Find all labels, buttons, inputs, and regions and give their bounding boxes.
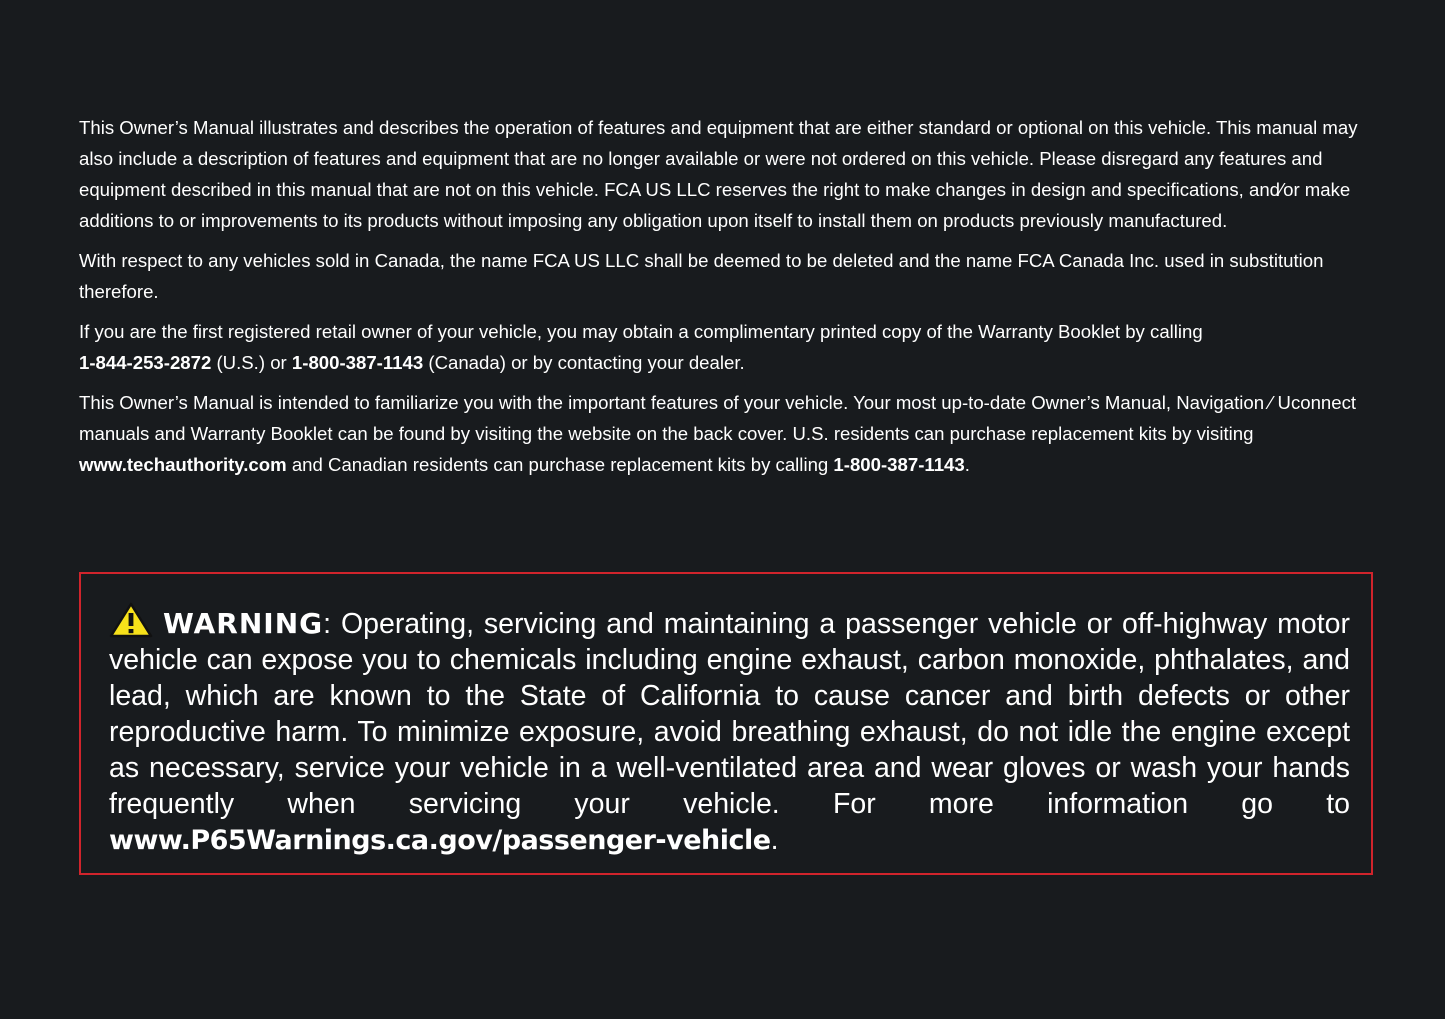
intro-paragraph-1: This Owner’s Manual illustrates and describes the operation of features and equipment that are either standard or optional on this vehicle. This manual may also include a description of features and equipment that are no longer available or were not ordered on this vehicle. Please disregard any features and equipment described in this manual that are not on this vehicle. FCA US LLC reserves the right to make changes in design and specifications, and⁄or make additions to or improvements to its products without imposing any obligation upon itself to install them on products previously manufactured. [79, 117, 1358, 231]
intro-paragraph-4-mid: and Canadian residents can purchase replacement kits by calling [286, 454, 834, 475]
intro-paragraph-3 [79, 316, 1379, 378]
warning-triangle-icon [109, 602, 153, 638]
phone-canada-kits: 1-800-387-1143 [833, 454, 965, 475]
prop65-warning-box [79, 572, 1373, 875]
intro-paragraph-3-mid: (U.S.) or [211, 352, 292, 373]
intro-paragraph-4 [79, 387, 1379, 480]
intro-paragraph-3-end: (Canada) or by contacting your dealer. [423, 352, 745, 373]
warning-end: . [770, 824, 779, 856]
intro-paragraph-4-text: This Owner’s Manual is intended to familiarize you with the important features of your vehicle. Your most up-to-date Owner’s Manual, Navigation ⁄ Uconnect manuals and Warranty Booklet can be found by visiting the website on the back cover. U.S. residents can purchase replacement kits by visiting [79, 392, 1357, 444]
phone-us: 1-844-253-2872 [79, 352, 212, 373]
warning-body: : Operating, servicing and maintaining a passenger vehicle or off-highway motor vehicle can expose you to chemicals including engine exhaust, carbon monoxide, phthalates, and lead, which are known to the State of California to cause cancer and birth defects or other reproductive harm. To minimize exposure, avoid breathing exhaust, do not idle the engine except as necessary, service your vehicle in a well-ventilated area and wear gloves or wash your hands frequently when servicing your vehicle. For more information go to [109, 608, 1350, 820]
intro-paragraph-3-text: If you are the first registered retail owner of your vehicle, you may obtain a complimentary printed copy of the Warranty Booklet by calling [79, 321, 1203, 342]
intro-paragraph-4-end: . [964, 454, 970, 475]
phone-canada: 1-800-387-1143 [291, 352, 424, 373]
intro-text [79, 112, 1379, 489]
warning-label: WARNING [163, 607, 324, 640]
warning-text [109, 602, 1350, 859]
techauthority-link: www.techauthority.com [79, 454, 287, 475]
intro-paragraph-2: With respect to any vehicles sold in Canada, the name FCA US LLC shall be deemed to be deleted and the name FCA Canada Inc. used in substitution therefore. [79, 250, 1324, 302]
p65-warnings-link: www.P65Warnings.ca.gov/passenger-vehicle [109, 825, 771, 856]
